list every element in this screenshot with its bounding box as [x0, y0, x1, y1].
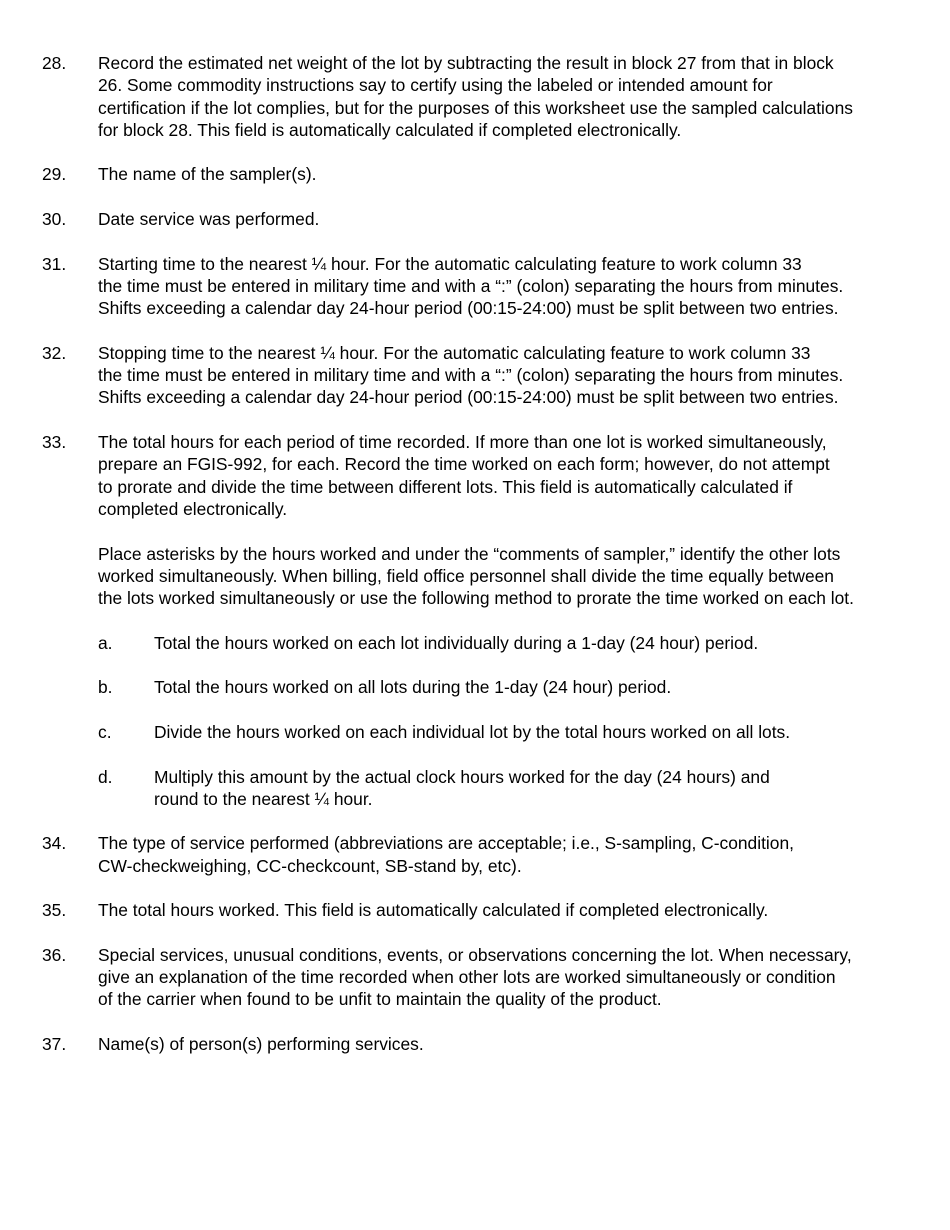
subitem-text: Total the hours worked on each lot individually during a 1-day (24 hour) period.	[154, 632, 759, 653]
item-text: Starting time to the nearest ¼ hour. For the automatic calculating feature to work column 33 the time must be entered in military time and with a “:” (colon) separating the hours from minutes. Shifts exceeding a calendar day 24-hour period (00:15-24:00) must be split between two entries.	[98, 253, 844, 319]
item-text: The type of service performed (abbreviations are acceptable; i.e., S-sampling, C-condition, CW-checkweighing, CC-checkcount, SB-stand by, etc).	[98, 833, 794, 876]
instruction-item-31	[0, 253, 950, 320]
instruction-item-30	[0, 208, 950, 230]
instruction-item-29	[0, 163, 950, 185]
item-number: 34.	[42, 833, 67, 854]
subitem-a	[0, 632, 950, 654]
item-number: 36.	[42, 944, 67, 965]
item-text: The total hours for each period of time recorded. If more than one lot is worked simultaneously, prepare an FGIS-992, for each. Record the time worked on each form; however, do not attempt to prorate and divide the time between different lots. This field is automatically calculated if completed electronically.	[98, 432, 830, 519]
item-text: Special services, unusual conditions, events, or observations concerning the lot. When necessary, give an explanation of the time recorded when other lots are worked simultaneously or condition of the carrier when found to be unfit to maintain the quality of the product.	[98, 944, 852, 1010]
item-number: 33.	[42, 432, 67, 453]
instruction-item-35	[0, 899, 950, 921]
item-text: Date service was performed.	[98, 209, 320, 230]
subitem-letter: c.	[98, 721, 112, 742]
item-number: 32.	[42, 342, 67, 363]
subitem-text: Multiply this amount by the actual clock hours worked for the day (24 hours) and round to the nearest ¼ hour.	[154, 766, 770, 809]
subitem-d	[0, 766, 950, 811]
subitem-letter: d.	[98, 766, 113, 787]
subitem-letter: a.	[98, 632, 113, 653]
subitem-b	[0, 676, 950, 698]
subitem-letter: b.	[98, 677, 113, 698]
item-text: Record the estimated net weight of the lot by subtracting the result in block 27 from that in block 26. Some commodity instructions say to certify using the labeled or intended amount for certification if the lot complies, but for the purposes of this worksheet use the sampled calculations for block 28. This field is automatically calculated if completed electronically.	[98, 53, 853, 140]
item-number: 31.	[42, 253, 67, 274]
item-text: The name of the sampler(s).	[98, 164, 317, 185]
item-number: 35.	[42, 900, 67, 921]
item-number: 29.	[42, 164, 67, 185]
item-text: Stopping time to the nearest ¼ hour. For the automatic calculating feature to work column 33 the time must be entered in military time and with a “:” (colon) separating the hours from minutes. Shifts exceeding a calendar day 24-hour period (00:15-24:00) must be split between two entries.	[98, 342, 844, 408]
item-number: 30.	[42, 209, 67, 230]
item-33-billing-paragraph: Place asterisks by the hours worked and under the “comments of sampler,” identify the other lots worked simultaneously. When billing, field office personnel shall divide the time equally between the lots worked simultaneously or use the following method to prorate the time worked on each lot.	[98, 543, 854, 609]
subitem-text: Divide the hours worked on each individual lot by the total hours worked on all lots.	[154, 721, 791, 742]
instruction-item-28	[0, 52, 950, 141]
instruction-item-34	[0, 832, 950, 877]
instruction-item-36	[0, 944, 950, 1011]
item-text: The total hours worked. This field is automatically calculated if completed electronically.	[98, 900, 769, 921]
item-number: 37.	[42, 1034, 67, 1055]
instruction-item-37	[0, 1033, 950, 1055]
subitem-c	[0, 721, 950, 743]
instruction-item-32	[0, 342, 950, 409]
item-number: 28.	[42, 53, 67, 73]
subitem-text: Total the hours worked on all lots during the 1-day (24 hour) period.	[154, 677, 672, 698]
instruction-item-33	[0, 431, 950, 520]
item-text: Name(s) of person(s) performing services.	[98, 1034, 424, 1055]
